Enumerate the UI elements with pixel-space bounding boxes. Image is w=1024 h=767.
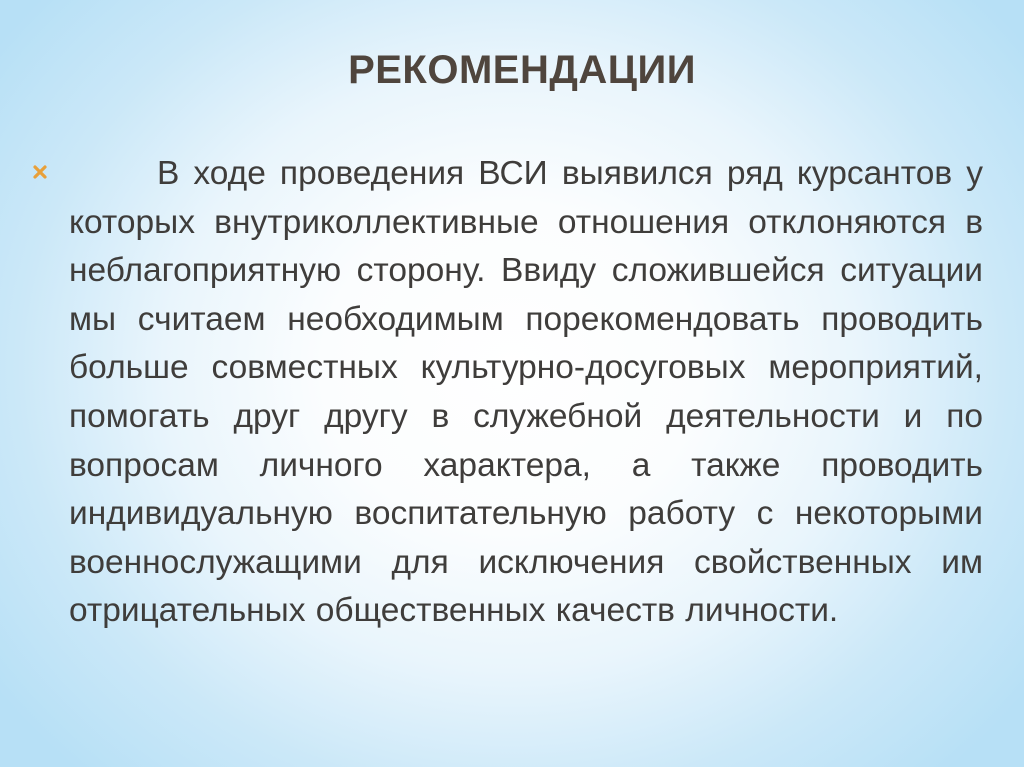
body-paragraph: В ходе проведения ВСИ выявился ряд курсантов у которых внутриколлективные отношения отклоняются в неблагоприятную сторону. Ввиду сложившейся ситуации мы считаем необходимым порекомендовать проводить больше совместных культурно-досуговых мероприятий, помогать друг другу в служебной деятельности и по вопросам личного характера, а также проводить индивидуальную воспитательную работу с некоторыми военнослужащими для исключения свойственных им отрицательных общественных качеств личности. [69,155,983,630]
slide-title: РЕКОМЕНДАЦИИ [348,48,696,92]
cross-bullet-icon [31,163,49,181]
